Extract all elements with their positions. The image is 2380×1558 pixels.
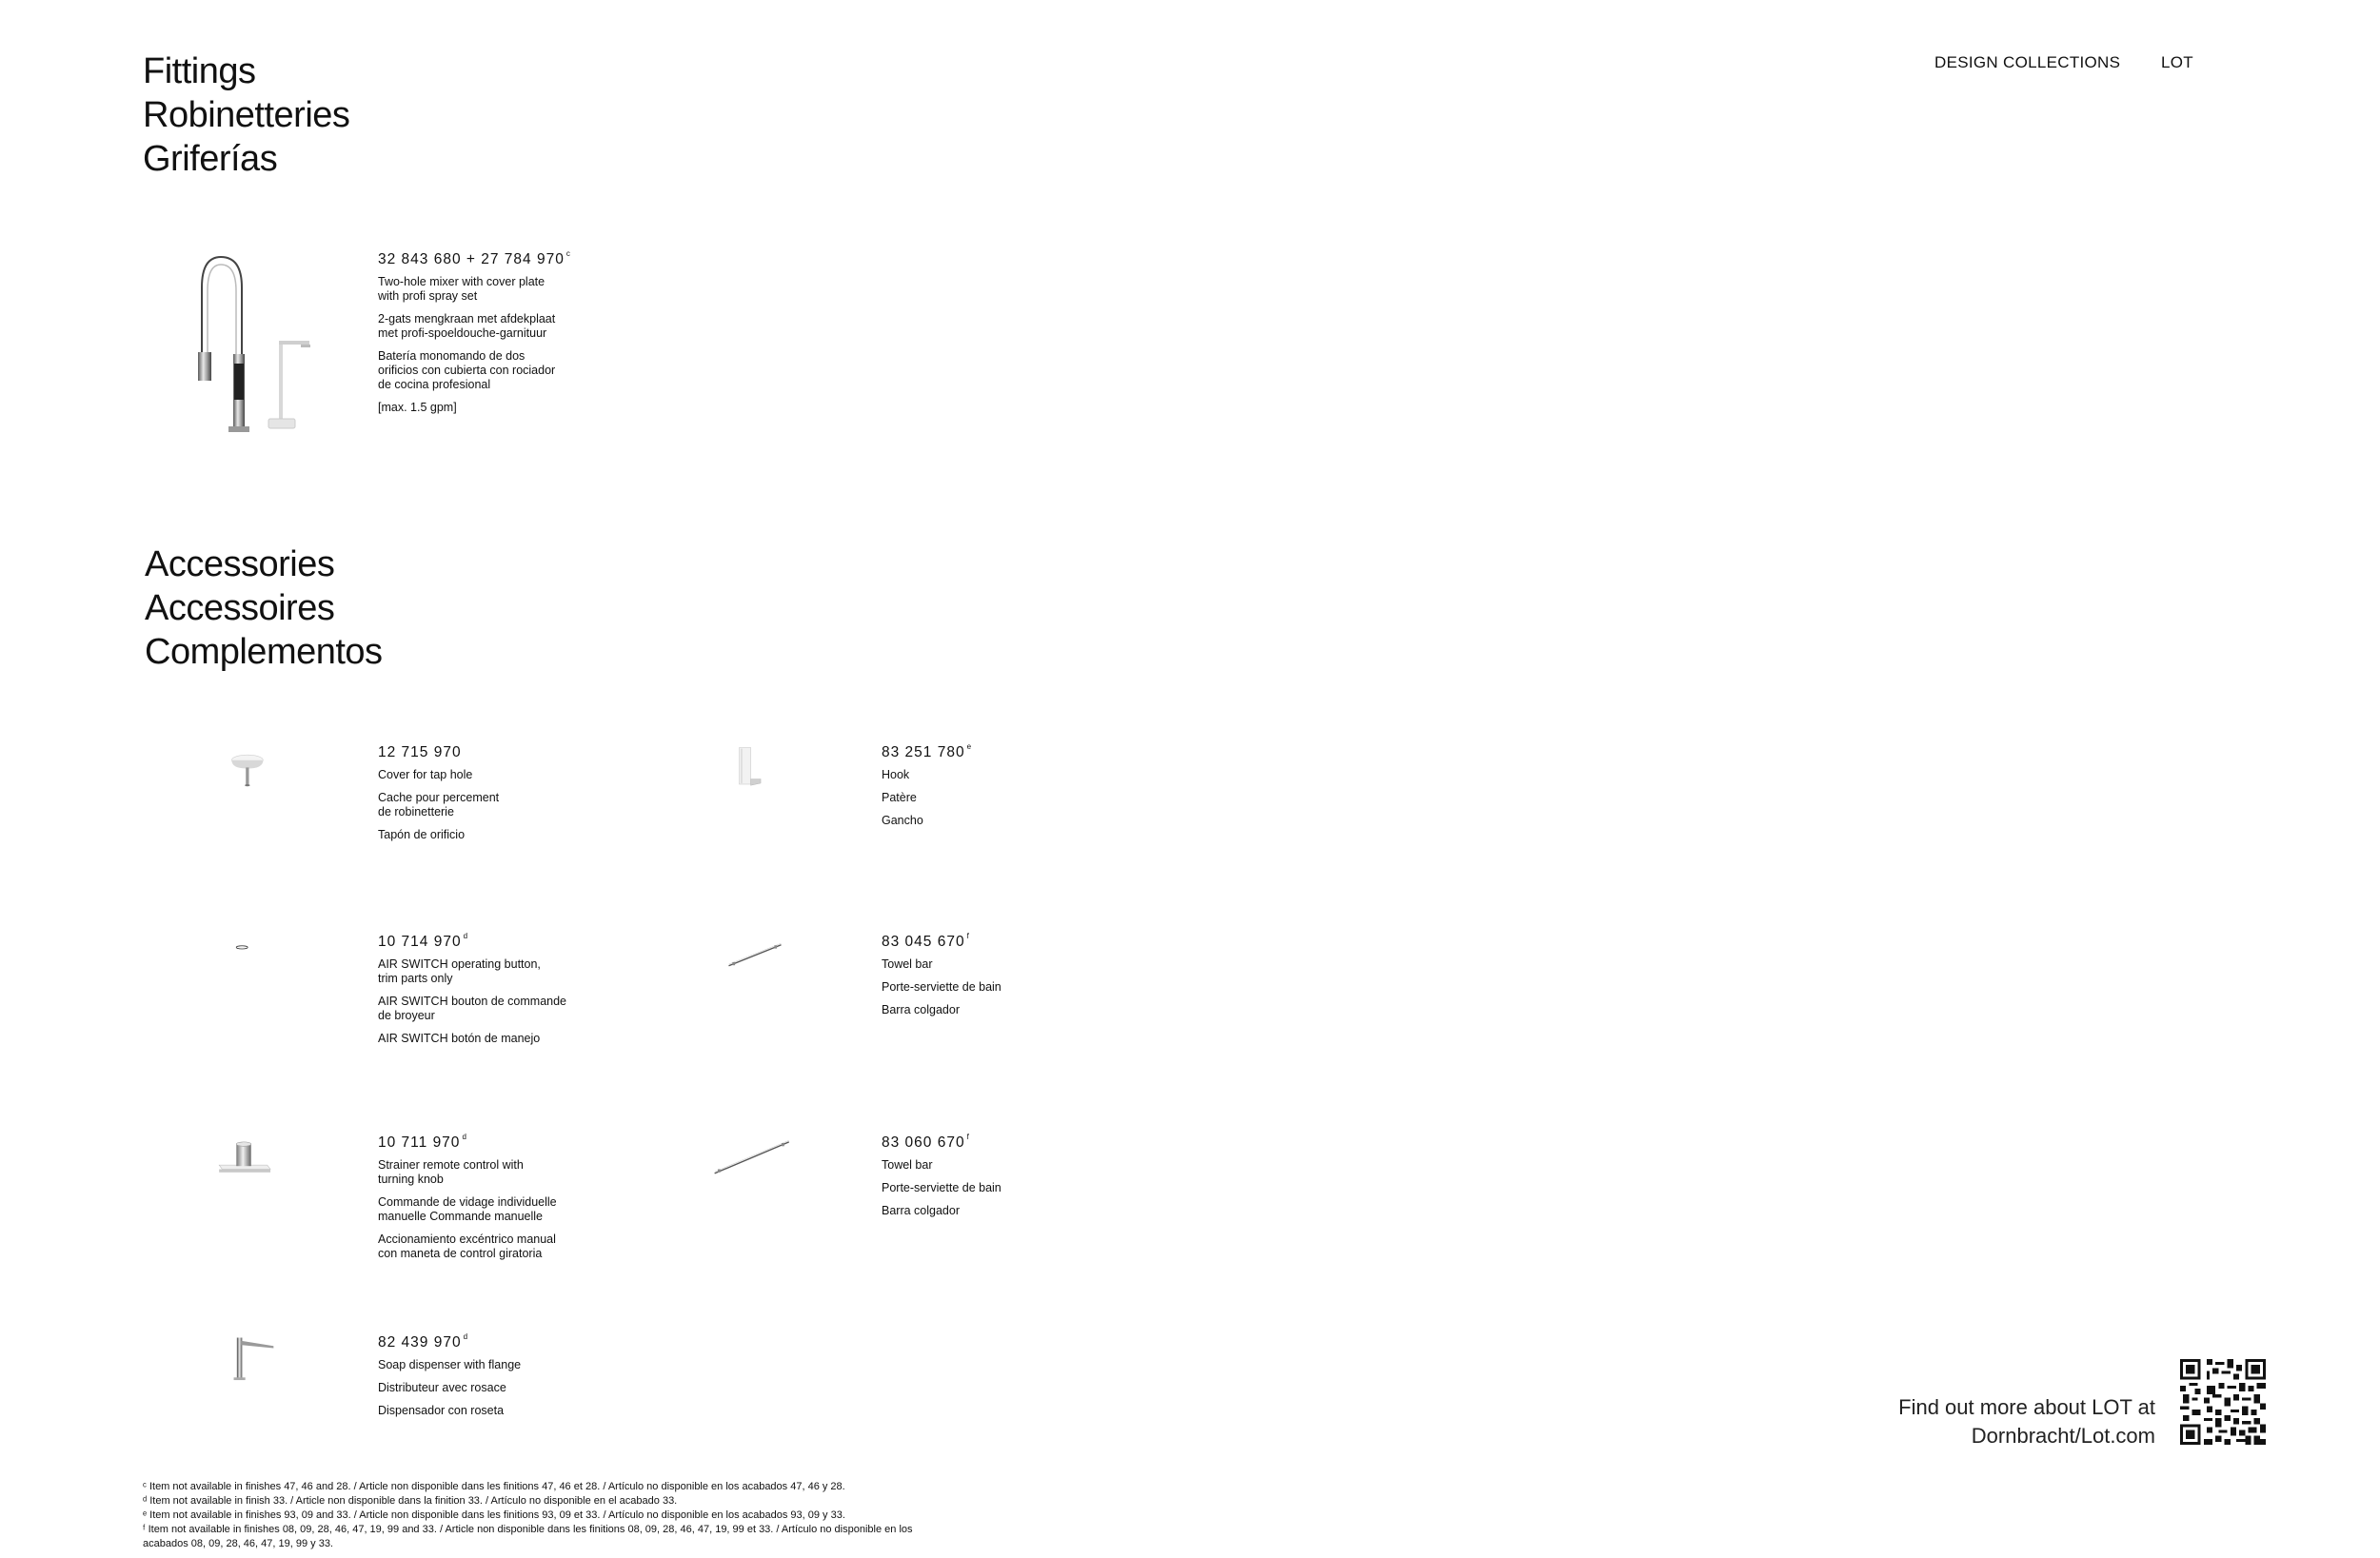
strainer-remote-control-icon	[143, 1133, 324, 1237]
footnote: ᶠ Item not available in finishes 08, 09, 28, 46, 47, 19, 99 and 33. / Article non disponible dans les finitions 08, 09, 28, 46, 47, 19, 99 et 33. / Artículo no disponible en los acabados 08, 09, 28, 46, 47, 19, 99 y 33.	[143, 1524, 913, 1549]
product-description: Soap dispenser with flange	[378, 1358, 522, 1371]
product-code: 83 045 670 $^f$	[882, 932, 969, 950]
footnote: ᵈ Item not available in finish 33. / Article non disponible dans la finition 33. / Artículo no disponible en el acabado 33.	[143, 1495, 678, 1507]
product-description: [max. 1.5 gpm]	[378, 401, 457, 414]
product-info	[378, 249, 597, 424]
product-description: Two-hole mixer with cover plate with profi spray set	[378, 275, 545, 303]
product-description: Barra colgador	[882, 1204, 960, 1217]
heading-line: Accessoires	[145, 588, 335, 628]
product-description: Porte-serviette de bain	[882, 1181, 1002, 1194]
product-code: 32 843 680 + 27 784 970 $^c$	[378, 249, 570, 267]
product-description: Towel bar	[882, 957, 933, 971]
product-info	[378, 1133, 597, 1270]
product-description: Strainer remote control with turning knob	[378, 1158, 524, 1186]
towel-bar-short-icon	[644, 932, 824, 1036]
product-description: AIR SWITCH operating button, trim parts only	[378, 957, 541, 985]
heading-line: Robinetteries	[143, 95, 350, 135]
product-description: Barra colgador	[882, 1003, 960, 1016]
product-description: Gancho	[882, 814, 923, 827]
product-code: 83 060 670 $^f$	[882, 1133, 969, 1151]
product-code: 12 715 970	[378, 744, 462, 760]
product-info	[882, 932, 1101, 1026]
lot-cta	[1898, 1393, 2155, 1450]
soap-dispenser-icon	[143, 1332, 324, 1437]
product-info	[882, 1133, 1101, 1227]
product-description: Porte-serviette de bain	[882, 980, 1002, 994]
fittings-heading	[143, 49, 349, 181]
product-description: Accionamiento excéntrico manual con maneta de control giratoria	[378, 1233, 556, 1260]
product-description: Tapón de orificio	[378, 828, 466, 841]
product-description: AIR SWITCH botón de manejo	[378, 1032, 541, 1045]
product-description: Cover for tap hole	[378, 768, 473, 781]
footnote: ᵉ Item not available in finishes 93, 09 and 33. / Article non disponible dans les finitions 93, 09 et 33. / Artículo no disponible en los acabados 93, 09 y 33.	[143, 1509, 845, 1521]
product-code: 83 251 780 $^e$	[882, 742, 972, 760]
kitchen-mixer-icon	[143, 249, 324, 440]
nav-design-collections[interactable]: DESIGN COLLECTIONS	[1934, 53, 2121, 71]
product-code: 10 711 970 $^d$	[378, 1133, 466, 1151]
lot-link[interactable]: Dornbracht/Lot.com	[1971, 1424, 2155, 1448]
heading-line: Accessories	[145, 544, 335, 584]
product-info	[378, 1332, 597, 1427]
product-description: 2-gats mengkraan met afdekplaat met profi-spoeldouche-garnituur	[378, 312, 556, 340]
product-description: Distributeur avec rosace	[378, 1381, 506, 1394]
product-description: Commande de vidage individuelle manuelle Commande manuelle	[378, 1195, 557, 1223]
product-description: Dispensador con roseta	[378, 1404, 505, 1417]
towel-bar-long-icon	[644, 1133, 824, 1237]
heading-line: Complementos	[145, 632, 383, 672]
hook-icon	[644, 742, 824, 847]
product-info	[378, 742, 597, 851]
product-description: Batería monomando de dos orificios con cubierta con rociador de cocina profesional	[378, 349, 556, 391]
heading-line: Griferías	[143, 139, 278, 179]
product-description: Towel bar	[882, 1158, 933, 1172]
footnote: ᶜ Item not available in finishes 47, 46 and 28. / Article non disponible dans les finitions 47, 46 et 28. / Artículo no disponible en los acabados 47, 46 y 28.	[143, 1481, 845, 1492]
product-description: Cache pour percement de robinetterie	[378, 791, 500, 818]
product-code: 10 714 970 $^d$	[378, 932, 468, 950]
accessories-heading	[145, 542, 383, 674]
product-info	[882, 742, 1101, 837]
product-info	[378, 932, 597, 1055]
tap-hole-cover-icon	[143, 742, 324, 847]
product-description: AIR SWITCH bouton de commande de broyeur	[378, 995, 566, 1022]
nav-lot[interactable]: LOT	[2161, 53, 2193, 71]
footnotes	[143, 1480, 1142, 1551]
cta-line: Find out more about LOT at	[1898, 1395, 2155, 1419]
heading-line: Fittings	[143, 51, 256, 91]
product-code: 82 439 970 $^d$	[378, 1332, 468, 1351]
qr-code-icon[interactable]	[2180, 1359, 2266, 1445]
product-description: Hook	[882, 768, 910, 781]
product-description: Patère	[882, 791, 917, 804]
air-switch-button-icon	[143, 932, 324, 1008]
